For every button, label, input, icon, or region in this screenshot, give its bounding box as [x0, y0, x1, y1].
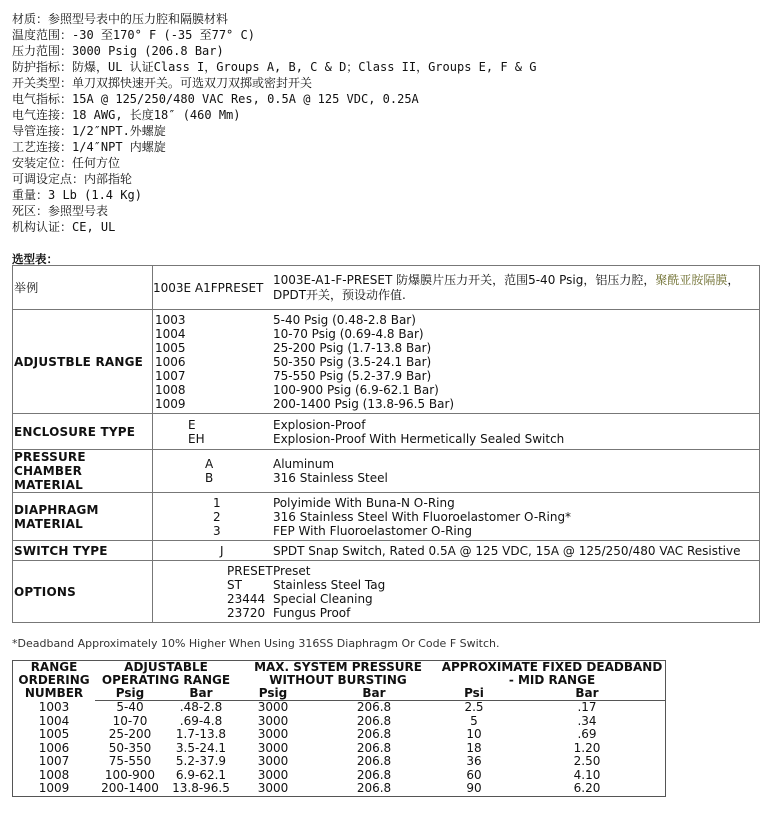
table-cell: 3000: [257, 767, 289, 782]
spec-line: 材质：参照型号表中的压力腔和隔膜材料: [12, 12, 229, 26]
table-cell: 13.8-96.5: [172, 781, 230, 795]
option-description: Special Cleaning: [273, 591, 373, 606]
selection-group-label: PRESSURE CHAMBER MATERIAL: [13, 450, 153, 493]
table-cell: 25-200: [108, 727, 152, 741]
table-cell: .17: [577, 700, 597, 714]
selection-option: [153, 432, 759, 446]
selection-option: [153, 524, 759, 538]
table-cell: 1006: [38, 740, 70, 755]
option-code: E: [188, 417, 196, 432]
table-cell: 206.8: [356, 713, 392, 728]
table-cell: 1004: [38, 713, 70, 728]
option-description: Polyimide With Buna-N O-Ring: [273, 495, 455, 510]
table-cell: 6.20: [573, 781, 601, 795]
sub-header-bar: Bar: [509, 687, 666, 701]
range-header-ordering: RANGE ORDERING NUMBER: [18, 660, 90, 701]
option-code: 1009: [155, 396, 186, 411]
example-label: 举例: [13, 266, 153, 310]
option-code: 23444: [227, 591, 266, 606]
selection-option: [153, 313, 759, 327]
table-cell: 206.8: [356, 767, 392, 782]
option-code: 1006: [155, 354, 186, 369]
option-description: FEP With Fluoroelastomer O-Ring: [273, 523, 472, 538]
option-code: 1008: [155, 382, 186, 397]
spec-line: 安装定位：任何方位: [12, 156, 121, 170]
range-table: [12, 660, 666, 797]
range-table-body: [13, 701, 666, 797]
option-code: J: [220, 543, 224, 558]
selection-option: [153, 369, 759, 383]
table-cell: 100-900: [104, 767, 156, 782]
table-cell: .69-4.8: [179, 713, 223, 728]
table-cell: 1.7-13.8: [175, 727, 227, 741]
table-cell: 206.8: [356, 781, 392, 795]
table-cell: 5.2-37.9: [175, 754, 227, 768]
example-description: 1003E-A1-F-PRESET 防爆膜片压力开关，范围5-40 Psig，铝压力腔，聚酰亚胺隔膜，DPDT开关，预设动作值.: [273, 272, 740, 302]
table-cell: 1009: [38, 781, 70, 795]
option-description: 316 Stainless Steel: [273, 471, 388, 485]
option-description: Explosion-Proof With Hermetically Sealed Switch: [273, 431, 565, 446]
table-cell: 5: [470, 713, 478, 728]
selection-option: [153, 397, 759, 411]
table-cell: 3000: [257, 754, 289, 768]
range-header-adjustable: ADJUSTABLE OPERATING RANGE: [101, 660, 231, 687]
table-cell: 36: [466, 754, 482, 768]
table-row: [13, 742, 666, 756]
option-code: 2: [213, 509, 221, 524]
table-cell: 18: [466, 740, 482, 755]
spec-line: 死区：参照型号表: [12, 204, 109, 218]
option-description: Stainless Steel Tag: [273, 577, 386, 592]
option-code: 1007: [155, 368, 186, 383]
option-description: Aluminum: [273, 457, 335, 471]
option-description: 75-550 Psig (5.2-37.9 Bar): [273, 368, 432, 383]
table-cell: 3000: [257, 700, 289, 714]
option-description: 100-900 Psig (6.9-62.1 Bar): [273, 382, 439, 397]
spec-line: 机构认证：CE, UL: [12, 220, 116, 234]
option-code: 1005: [155, 340, 186, 355]
table-cell: 3000: [257, 713, 289, 728]
selection-option: [153, 471, 759, 485]
selection-group-label: SWITCH TYPE: [13, 541, 153, 561]
table-row: [13, 715, 666, 729]
table-cell: 1007: [38, 754, 70, 768]
option-code: EH: [188, 431, 205, 446]
table-cell: 1.20: [573, 740, 601, 755]
option-description: Fungus Proof: [273, 605, 351, 620]
option-description: Preset: [273, 563, 311, 578]
table-cell: 6.9-62.1: [175, 767, 227, 782]
selection-group-label: OPTIONS: [13, 561, 153, 623]
table-row: [13, 769, 666, 783]
range-header-deadband: APPROXIMATE FIXED DEADBAND - MID RANGE: [441, 660, 663, 687]
table-cell: 206.8: [356, 754, 392, 768]
table-cell: 1008: [38, 767, 70, 782]
table-cell: 4.10: [573, 767, 601, 782]
table-cell: 5-40: [116, 700, 144, 714]
option-description: 5-40 Psig (0.48-2.8 Bar): [273, 312, 416, 327]
option-code: 3: [213, 523, 221, 538]
sub-header-psi: Psi: [439, 687, 509, 701]
table-cell: 60: [466, 767, 482, 782]
table-row: [13, 782, 666, 796]
selection-option: [153, 496, 759, 510]
option-code: 1004: [155, 326, 186, 341]
range-header-max-pressure: MAX. SYSTEM PRESSURE WITHOUT BURSTING: [254, 660, 422, 687]
selection-group-row: [13, 414, 760, 450]
selection-group-row: [13, 561, 760, 623]
option-description: 25-200 Psig (1.7-13.8 Bar): [273, 340, 432, 355]
deadband-footnote: *Deadband Approximately 10% Higher When Using 316SS Diaphragm Or Code F Switch.: [12, 637, 500, 650]
selection-option: [153, 418, 759, 432]
table-cell: .34: [577, 713, 597, 728]
selection-option: [153, 578, 759, 592]
selection-table: [12, 265, 760, 623]
table-cell: 50-350: [108, 740, 152, 755]
option-code: PRESET: [227, 563, 273, 578]
table-row: [13, 701, 666, 715]
spec-line: 防护指标：防爆，UL 认证Class I，Groups A, B, C & D；Class II，Groups E, F & G: [12, 60, 537, 74]
selection-group-row: [13, 493, 760, 541]
selection-option: [153, 606, 759, 620]
option-code: 1003: [155, 312, 186, 327]
table-cell: 1003: [38, 699, 70, 714]
table-cell: 3.5-24.1: [175, 740, 227, 755]
selection-group-row: [13, 450, 760, 493]
sub-header-bar: Bar: [165, 687, 237, 701]
spec-line: 开关类型：单刀双掷快速开关。可选双刀双掷或密封开关: [12, 76, 313, 90]
selection-option: [153, 544, 759, 558]
selection-group-label: DIAPHRAGM MATERIAL: [13, 493, 153, 541]
spec-line: 电气指标：15A @ 125/250/480 VAC Res, 0.5A @ 125 VDC, 0.25A: [12, 92, 419, 106]
table-cell: 3000: [257, 740, 289, 755]
selection-group-label: ENCLOSURE TYPE: [13, 414, 153, 450]
spec-list: [12, 11, 762, 235]
table-cell: .69: [577, 727, 597, 741]
example-row: [13, 266, 760, 310]
spec-line: 导管连接：1/2″NPT.外螺旋: [12, 124, 166, 138]
selection-option: [153, 341, 759, 355]
option-description: 10-70 Psig (0.69-4.8 Bar): [273, 326, 424, 341]
selection-option: [153, 327, 759, 341]
spec-line: 压力范围：3000 Psig (206.8 Bar): [12, 44, 224, 58]
option-code: ST: [227, 577, 242, 592]
table-cell: 10-70: [112, 713, 148, 728]
table-cell: 206.8: [356, 727, 392, 741]
sub-header-psig: Psig: [237, 687, 309, 701]
option-code: B: [205, 471, 214, 485]
selection-option: [153, 383, 759, 397]
table-cell: 2.5: [464, 700, 484, 714]
spec-line: 电气连接：18 AWG, 长度18″ (460 Mm): [12, 108, 241, 122]
selection-table-title: 选型表：: [12, 252, 58, 266]
option-description: 200-1400 Psig (13.8-96.5 Bar): [273, 396, 455, 411]
option-description: Explosion-Proof: [273, 417, 366, 432]
option-description: 316 Stainless Steel With Fluoroelastomer O-Ring*: [273, 509, 572, 524]
table-cell: 206.8: [356, 700, 392, 714]
table-cell: 2.50: [573, 754, 601, 768]
option-description: 50-350 Psig (3.5-24.1 Bar): [273, 354, 432, 369]
selection-option: [153, 592, 759, 606]
spec-line: 可调设定点：内部指轮: [12, 172, 133, 186]
sub-header-psig: Psig: [95, 687, 165, 701]
table-cell: 200-1400: [101, 781, 159, 795]
table-row: [13, 755, 666, 769]
table-cell: 3000: [257, 781, 289, 795]
table-cell: .48-2.8: [179, 700, 223, 714]
option-code: A: [205, 457, 214, 471]
table-cell: 206.8: [356, 740, 392, 755]
option-code: 23720: [227, 605, 266, 620]
spec-line: 温度范围：-30 至170° F (-35 至77° C): [12, 28, 255, 42]
option-code: 1: [213, 495, 221, 510]
table-cell: 10: [466, 727, 482, 741]
table-cell: 1005: [38, 727, 70, 741]
selection-option: [153, 564, 759, 578]
table-cell: 90: [466, 781, 482, 795]
selection-option: [153, 457, 759, 471]
table-cell: 3000: [257, 727, 289, 741]
example-code: 1003E A1FPRESET: [153, 280, 264, 295]
table-cell: 75-550: [108, 754, 152, 768]
spec-line: 工艺连接：1/4″NPT 内螺旋: [12, 140, 166, 154]
selection-option: [153, 510, 759, 524]
selection-group-row: [13, 541, 760, 561]
option-description: SPDT Snap Switch, Rated 0.5A @ 125 VDC, 15A @ 125/250/480 VAC Resistive: [273, 543, 741, 558]
selection-option: [153, 355, 759, 369]
selection-group-row: [13, 310, 760, 414]
selection-group-label: ADJUSTBLE RANGE: [13, 310, 153, 414]
sub-header-bar: Bar: [309, 687, 439, 701]
table-row: [13, 728, 666, 742]
spec-line: 重量：3 Lb (1.4 Kg): [12, 188, 142, 202]
